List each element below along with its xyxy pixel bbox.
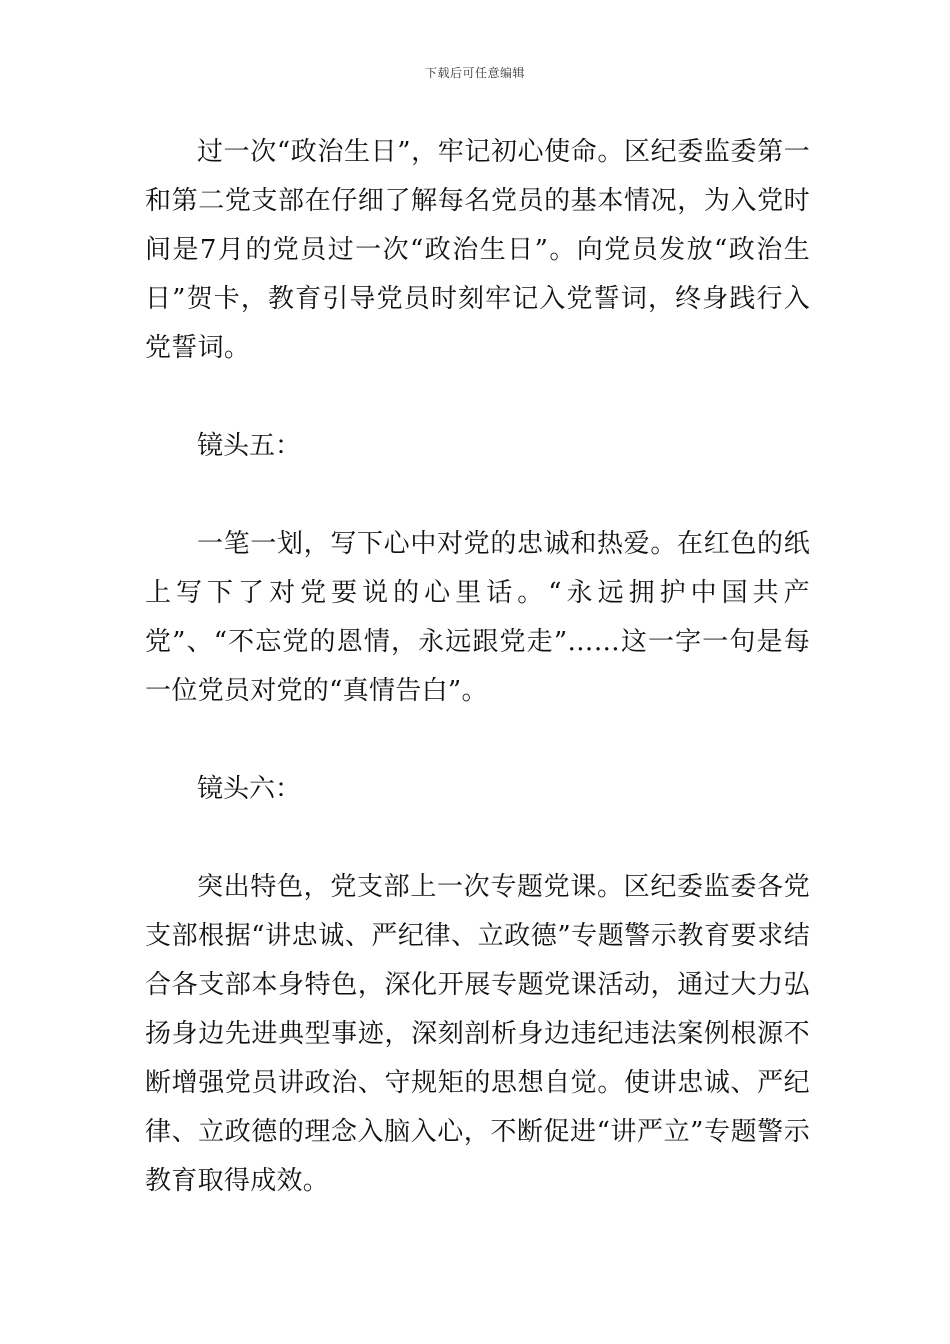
- section-heading-scene-five: 镜头五：: [197, 431, 302, 461]
- paragraph-political-birthday: 过一次“政治生日”，牢记初心使命。区纪委监委第一和第二党支部在仔细了解每名党员的基本情况，为入党时间是7月的党员过一次“政治生日”。向党员发放“政治生日”贺卡，教育引导党员时刻牢记入党誓词，终身践行入党誓词。: [145, 137, 810, 363]
- paragraph-loyalty-letters: 一笔一划，写下心中对党的忠诚和热爱。在红色的纸上写下了对党要说的心里话。“永远拥护中国共产党”、“不忘党的恩情，永远跟党走”……这一字一句是每一位党员对党的“真情告白”。: [145, 529, 810, 706]
- paragraph-gap: [145, 373, 810, 422]
- paragraph-gap: [145, 471, 810, 520]
- section-heading-scene-six: 镜头六：: [197, 774, 302, 804]
- paragraph-gap: [145, 716, 810, 765]
- paragraph-gap: [145, 814, 810, 863]
- page-header: 下载后可任意编辑: [424, 66, 525, 80]
- paragraph-special-party-lesson: 突出特色，党支部上一次专题党课。区纪委监委各党支部根据“讲忠诚、严纪律、立政德”专题警示教育要求结合各支部本身特色，深化开展专题党课活动，通过大力弘扬身边先进典型事迹，深刻剖析身边违纪违法案例根源不断增强党员讲政治、守规矩的思想自觉。使讲忠诚、严纪律、立政德的理念入脑入心，不断促进“讲严立”专题警示教育取得成效。: [145, 872, 810, 1196]
- document-body: [145, 128, 810, 1206]
